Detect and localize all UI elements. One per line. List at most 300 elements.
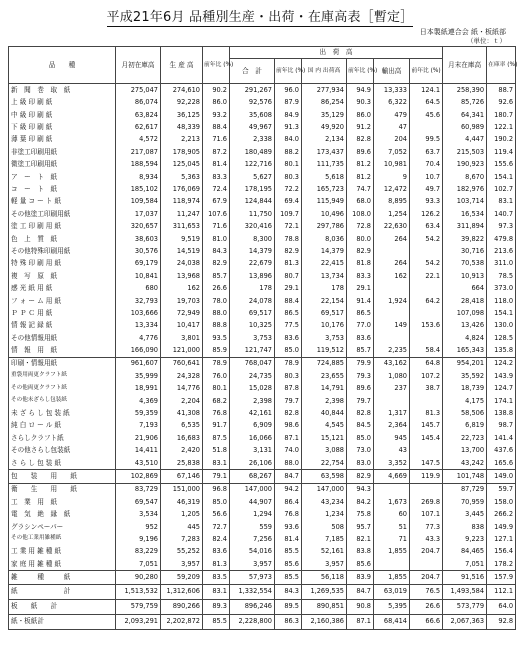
cell-value: 952	[116, 521, 161, 533]
cell-value: 4,572	[116, 134, 161, 146]
cell-value: 85.7	[347, 344, 374, 357]
cell-value: 124.1	[410, 84, 443, 97]
cell-value: 9,519	[161, 233, 203, 245]
cell-value: 149	[374, 319, 410, 331]
cell-value: 81.2	[347, 171, 374, 183]
cell-value: 84.0	[275, 134, 302, 146]
cell-value: 64.5	[410, 96, 443, 108]
cell-value: 90.3	[347, 96, 374, 108]
cell-value: 17,037	[116, 208, 161, 220]
cell-value: 49.7	[410, 183, 443, 195]
cell-value: 147,000	[230, 483, 275, 496]
cell-value: 2,160,386	[302, 614, 347, 629]
cell-value: 78.0	[203, 295, 230, 307]
cell-value: 16,066	[230, 432, 275, 444]
cell-value	[410, 307, 443, 319]
cell-value: 74.7	[347, 183, 374, 195]
cell-value: 266.2	[487, 508, 516, 520]
cell-value: 78.9	[275, 357, 302, 370]
cell-value: 89.6	[347, 382, 374, 394]
table-row	[9, 171, 516, 183]
cell-value: 67.9	[203, 196, 230, 208]
row-name: 純 白 ロ ー ル 紙	[9, 420, 116, 432]
cell-value: 178,195	[230, 183, 275, 195]
cell-value: 76.5	[410, 584, 443, 599]
cell-value	[374, 332, 410, 344]
cell-value: 92,228	[161, 96, 203, 108]
cell-value: 3,957	[302, 558, 347, 571]
cell-value: 43,162	[374, 357, 410, 370]
cell-value: 269.8	[410, 496, 443, 508]
cell-value: 25,838	[161, 457, 203, 470]
cell-value: 124.7	[487, 382, 516, 394]
header-shukka: 出 荷 高	[230, 47, 443, 59]
cell-value: 84.7	[347, 584, 374, 599]
cell-value: 24,735	[230, 370, 275, 382]
cell-value: 72.8	[347, 220, 374, 232]
cell-value	[374, 245, 410, 257]
cell-value: 13,426	[443, 319, 487, 331]
header-yoy3: 前年比 (%)	[347, 59, 374, 84]
header-goukei: 合 計	[230, 59, 275, 84]
table-row	[9, 599, 516, 614]
row-name: 紙 計	[9, 584, 116, 599]
cell-value: 80.0	[347, 233, 374, 245]
cell-value: 28,418	[443, 295, 487, 307]
cell-value: 1,855	[374, 571, 410, 584]
cell-value: 22,415	[302, 257, 347, 269]
cell-value: 43,510	[116, 457, 161, 470]
cell-value: 311,894	[443, 220, 487, 232]
cell-value: 156.4	[487, 545, 516, 557]
row-name: 電 気 絶 縁 紙	[9, 508, 116, 520]
cell-value: 4,369	[116, 395, 161, 407]
table-row	[9, 382, 516, 394]
cell-value: 91.3	[275, 121, 302, 133]
cell-value: 73.0	[347, 444, 374, 456]
cell-value: 84.5	[347, 420, 374, 432]
cell-value: 77.0	[347, 319, 374, 331]
cell-value: 149.9	[487, 521, 516, 533]
cell-value: 85.0	[275, 344, 302, 357]
cell-value: 1,205	[161, 508, 203, 520]
cell-value: 70.4	[410, 158, 443, 170]
cell-value: 90,280	[116, 571, 161, 584]
row-name: ア ー ト 紙	[9, 171, 116, 183]
cell-value: 94.9	[347, 84, 374, 97]
cell-value: 22.1	[410, 270, 443, 282]
cell-value: 108.0	[347, 208, 374, 220]
cell-value: 130.0	[487, 319, 516, 331]
cell-value: 680	[116, 282, 161, 294]
cell-value: 291,267	[230, 84, 275, 97]
cell-value	[374, 558, 410, 571]
cell-value: 3,352	[374, 457, 410, 470]
cell-value: 102,869	[116, 470, 161, 483]
header-kokunai: 国 内 出荷高	[302, 59, 347, 84]
cell-value: 1,294	[230, 508, 275, 520]
cell-value: 5,627	[230, 171, 275, 183]
cell-value: 84.3	[203, 245, 230, 257]
cell-value: 9,196	[116, 533, 161, 545]
cell-value: 138.8	[487, 407, 516, 419]
cell-value: 14,379	[230, 245, 275, 257]
cell-value: 10,496	[302, 208, 347, 220]
cell-value	[410, 558, 443, 571]
cell-value: 64.2	[410, 295, 443, 307]
unit-note: （単位：ｔ）	[467, 37, 506, 45]
cell-value: 48,339	[161, 121, 203, 133]
cell-value: 82.9	[347, 470, 374, 483]
cell-value: 90.8	[347, 599, 374, 614]
cell-value: 89.6	[347, 146, 374, 158]
table-row	[9, 109, 516, 121]
cell-value: 35,999	[116, 370, 161, 382]
cell-value: 80.1	[275, 158, 302, 170]
cell-value: 297,786	[302, 220, 347, 232]
cell-value: 13,968	[161, 270, 203, 282]
cell-value: 88.0	[275, 457, 302, 470]
cell-value: 118.0	[487, 295, 516, 307]
cell-value: 119,512	[302, 344, 347, 357]
cell-value: 190,923	[443, 158, 487, 170]
cell-value: 49,920	[302, 121, 347, 133]
cell-value: 2,213	[161, 134, 203, 146]
cell-value: 14,776	[161, 382, 203, 394]
cell-value: 18,739	[443, 382, 487, 394]
cell-value: 479.8	[487, 233, 516, 245]
cell-value: 21,906	[116, 432, 161, 444]
row-name: 重袋用両更クラフト紙	[9, 370, 116, 382]
row-name: 紙・板紙計	[9, 614, 116, 629]
cell-value: 66.6	[410, 614, 443, 629]
header-yoy2: 前年比 (%)	[275, 59, 302, 84]
cell-value: 760,641	[161, 357, 203, 370]
cell-value: 79.7	[275, 395, 302, 407]
cell-value: 71.6	[203, 134, 230, 146]
cell-value: 155.6	[487, 158, 516, 170]
cell-value: 68.2	[203, 395, 230, 407]
cell-value: 2,398	[230, 395, 275, 407]
cell-value: 3,534	[116, 508, 161, 520]
cell-value: 9	[374, 171, 410, 183]
cell-value: 7,283	[161, 533, 203, 545]
cell-value: 158.0	[487, 496, 516, 508]
cell-value: 1,254	[374, 208, 410, 220]
cell-value: 85.6	[347, 558, 374, 571]
cell-value: 83.1	[487, 196, 516, 208]
cell-value: 768,047	[230, 357, 275, 370]
cell-value: 43,234	[302, 496, 347, 508]
row-name: コ ー ト 紙	[9, 183, 116, 195]
cell-value: 445	[161, 521, 203, 533]
cell-value: 896,246	[230, 599, 275, 614]
table-row	[9, 295, 516, 307]
cell-value: 154.1	[487, 171, 516, 183]
cell-value: 72,949	[161, 307, 203, 319]
cell-value: 85.0	[203, 496, 230, 508]
cell-value: 79.1	[203, 470, 230, 483]
row-name: その他塗工印刷用紙	[9, 208, 116, 220]
cell-value: 84.7	[275, 470, 302, 483]
cell-value: 56,118	[302, 571, 347, 584]
cell-value: 78.8	[275, 233, 302, 245]
table-row	[9, 344, 516, 357]
cell-value	[374, 395, 410, 407]
cell-value: 78.9	[203, 357, 230, 370]
cell-value: 93.5	[203, 332, 230, 344]
cell-value: 166,090	[116, 344, 161, 357]
table-row	[9, 571, 516, 584]
cell-value: 153.6	[410, 319, 443, 331]
cell-value: 22,679	[230, 257, 275, 269]
cell-value: 2,338	[230, 134, 275, 146]
cell-value: 11,247	[161, 208, 203, 220]
cell-value: 43,242	[443, 457, 487, 470]
cell-value: 4,447	[443, 134, 487, 146]
cell-value	[410, 121, 443, 133]
cell-value: 23,655	[302, 370, 347, 382]
cell-value	[374, 483, 410, 496]
cell-value: 84,465	[443, 545, 487, 557]
cell-value: 75.8	[347, 508, 374, 520]
row-name: 薄 葉 印 刷 紙	[9, 134, 116, 146]
cell-value: 11,750	[230, 208, 275, 220]
cell-value: 80.3	[275, 370, 302, 382]
header-hinshu: 品 種	[9, 47, 116, 84]
row-name: 印刷・情報用紙	[9, 357, 116, 370]
cell-value: 115,949	[302, 196, 347, 208]
cell-value: 92.8	[487, 614, 516, 629]
cell-value: 79.3	[347, 370, 374, 382]
cell-value: 87.1	[275, 432, 302, 444]
cell-value: 87.9	[275, 96, 302, 108]
table-row	[9, 257, 516, 269]
row-name: 工 業 用 雑 種 紙	[9, 545, 116, 557]
cell-value: 83,729	[116, 483, 161, 496]
cell-value: 44,907	[230, 496, 275, 508]
row-name: 未 ざ ら し 包 装 紙	[9, 407, 116, 419]
header-yoy1: 前年比 (%)	[203, 47, 230, 84]
table-row	[9, 357, 516, 370]
cell-value: 85.7	[203, 270, 230, 282]
cell-value: 22,723	[443, 432, 487, 444]
cell-value: 13,333	[374, 84, 410, 97]
cell-value: 81.2	[347, 158, 374, 170]
cell-value: 6,535	[161, 420, 203, 432]
cell-value: 71	[374, 533, 410, 545]
table-row	[9, 533, 516, 545]
cell-value: 77.5	[275, 319, 302, 331]
cell-value: 18,991	[116, 382, 161, 394]
cell-value	[410, 395, 443, 407]
cell-value: 56.6	[203, 508, 230, 520]
cell-value: 8,934	[116, 171, 161, 183]
row-name: さらしクラフト紙	[9, 432, 116, 444]
table-row	[9, 96, 516, 108]
cell-value: 13,334	[116, 319, 161, 331]
cell-value: 165,343	[443, 344, 487, 357]
cell-value: 204.7	[410, 545, 443, 557]
cell-value: 51	[374, 521, 410, 533]
table-row	[9, 496, 516, 508]
cell-value: 4,545	[302, 420, 347, 432]
cell-value: 83,229	[116, 545, 161, 557]
cell-value: 88.0	[203, 307, 230, 319]
cell-value: 149.0	[487, 470, 516, 483]
cell-value: 4,175	[443, 395, 487, 407]
cell-value: 10,913	[443, 270, 487, 282]
table-row	[9, 121, 516, 133]
cell-value: 86,254	[302, 96, 347, 108]
table-row	[9, 134, 516, 146]
cell-value: 59,209	[161, 571, 203, 584]
cell-value: 2,093,291	[116, 614, 161, 629]
cell-value: 165.6	[487, 457, 516, 470]
cell-value: 154.1	[487, 307, 516, 319]
cell-value: 93.6	[275, 521, 302, 533]
row-name: 感 光 紙 用 紙	[9, 282, 116, 294]
cell-value: 63,019	[374, 584, 410, 599]
cell-value: 82.4	[203, 533, 230, 545]
cell-value: 724,885	[302, 357, 347, 370]
cell-value: 60	[374, 508, 410, 520]
cell-value: 373.0	[487, 282, 516, 294]
header-zaiko-end: 月末在庫高	[443, 47, 487, 84]
cell-value: 19,703	[161, 295, 203, 307]
cell-value: 41,308	[161, 407, 203, 419]
cell-value: 6,909	[230, 420, 275, 432]
cell-value: 63,824	[116, 109, 161, 121]
cell-value: 2,420	[161, 444, 203, 456]
cell-value: 1,080	[374, 370, 410, 382]
cell-value: 101,748	[443, 470, 487, 483]
cell-value: 6,322	[374, 96, 410, 108]
cell-value: 88.4	[203, 121, 230, 133]
cell-value: 102.7	[487, 183, 516, 195]
cell-value: 83.1	[203, 584, 230, 599]
cell-value: 7,052	[374, 146, 410, 158]
cell-value: 32,793	[116, 295, 161, 307]
cell-value: 4,776	[116, 332, 161, 344]
cell-value: 26,106	[230, 457, 275, 470]
cell-value: 13,734	[302, 270, 347, 282]
cell-value: 64,341	[443, 109, 487, 121]
cell-value: 128.5	[487, 332, 516, 344]
cell-value: 437.6	[487, 444, 516, 456]
cell-value: 88.8	[203, 319, 230, 331]
cell-value: 64.8	[410, 357, 443, 370]
header-yushutsu: 輸出高	[374, 59, 410, 84]
table-row	[9, 483, 516, 496]
cell-value: 86,074	[116, 96, 161, 108]
cell-value: 58,506	[443, 407, 487, 419]
row-name: 板 紙 計	[9, 599, 116, 614]
table-row	[9, 584, 516, 599]
header-zaiko-start: 月初在庫高	[116, 47, 161, 84]
cell-value: 4,669	[374, 470, 410, 483]
cell-value: 24,078	[230, 295, 275, 307]
cell-value: 68,267	[230, 470, 275, 483]
cell-value: 7,051	[116, 558, 161, 571]
cell-value: 103,714	[443, 196, 487, 208]
cell-value: 90.2	[203, 84, 230, 97]
cell-value: 24,328	[161, 370, 203, 382]
cell-value: 237	[374, 382, 410, 394]
cell-value: 126.2	[410, 208, 443, 220]
cell-value: 95.7	[347, 521, 374, 533]
cell-value: 14,519	[161, 245, 203, 257]
cell-value: 64.0	[487, 599, 516, 614]
cell-value: 890,851	[302, 599, 347, 614]
cell-value: 10,981	[374, 158, 410, 170]
table-body	[9, 84, 516, 630]
cell-value: 82.8	[275, 407, 302, 419]
table-row	[9, 245, 516, 257]
cell-value: 204	[374, 134, 410, 146]
cell-value: 76.8	[203, 407, 230, 419]
cell-value: 91,516	[443, 571, 487, 584]
cell-value: 62,617	[116, 121, 161, 133]
cell-value: 87.5	[203, 432, 230, 444]
cell-value: 1,269,535	[302, 584, 347, 599]
cell-value: 14,379	[302, 245, 347, 257]
cell-value: 122,716	[230, 158, 275, 170]
cell-value: 85.9	[203, 344, 230, 357]
table-row	[9, 457, 516, 470]
cell-value: 86.3	[275, 614, 302, 629]
row-name: 情 報 用 紙	[9, 344, 116, 357]
cell-value: 30,576	[116, 245, 161, 257]
cell-value: 98.6	[275, 420, 302, 432]
cell-value: 54.2	[410, 233, 443, 245]
cell-value: 51.8	[203, 444, 230, 456]
cell-value: 82.9	[347, 245, 374, 257]
cell-value: 162	[374, 270, 410, 282]
cell-value: 109.7	[275, 208, 302, 220]
cell-value: 83.6	[275, 332, 302, 344]
cell-value: 88.2	[275, 146, 302, 158]
cell-value: 52,161	[302, 545, 347, 557]
cell-value: 85.0	[347, 432, 374, 444]
cell-value: 67,146	[161, 470, 203, 483]
cell-value	[410, 444, 443, 456]
cell-value: 30,716	[443, 245, 487, 257]
cell-value: 573,779	[443, 599, 487, 614]
cell-value: 72.2	[275, 183, 302, 195]
cell-value	[410, 483, 443, 496]
cell-value: 174.1	[487, 395, 516, 407]
cell-value: 140.7	[487, 208, 516, 220]
table-row	[9, 146, 516, 158]
cell-value: 85,726	[443, 96, 487, 108]
row-name: 非塗工印刷用紙	[9, 146, 116, 158]
row-name: 衛 生 用 紙	[9, 483, 116, 496]
cell-value: 96.8	[203, 483, 230, 496]
cell-value: 2,067,363	[443, 614, 487, 629]
cell-value: 58.4	[410, 344, 443, 357]
cell-value: 274,610	[161, 84, 203, 97]
cell-value: 121,000	[161, 344, 203, 357]
cell-value: 1,332,554	[230, 584, 275, 599]
cell-value: 93.2	[203, 109, 230, 121]
cell-value: 71.6	[203, 220, 230, 232]
cell-value: 10,325	[230, 319, 275, 331]
cell-value: 86.0	[347, 109, 374, 121]
cell-value: 8,036	[302, 233, 347, 245]
cell-value: 320,416	[230, 220, 275, 232]
cell-value: 92.6	[487, 96, 516, 108]
